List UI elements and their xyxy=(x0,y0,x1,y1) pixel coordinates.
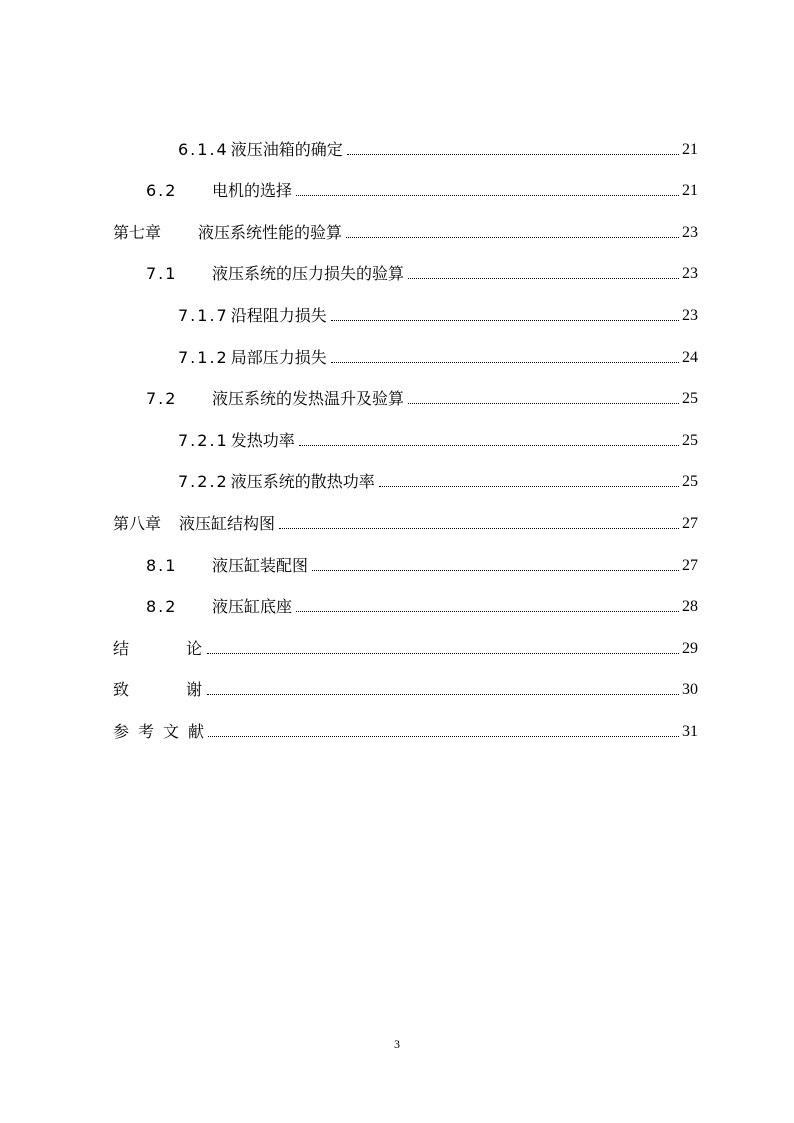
section-number: 7.2.1 xyxy=(178,431,229,450)
toc-entry-label xyxy=(146,556,308,576)
toc-entry-label xyxy=(146,264,404,284)
section-title: 液压系统的压力损失的验算 xyxy=(212,264,405,283)
page-number: 28 xyxy=(682,598,698,615)
section-number: 6.1.4 xyxy=(178,140,229,159)
section-title: 沿程阻力损失 xyxy=(230,306,327,325)
toc-entry-label xyxy=(146,597,292,617)
page-number: 24 xyxy=(682,349,698,366)
toc-entry-label xyxy=(113,639,259,659)
page-number: 27 xyxy=(682,557,698,574)
toc-entry-conclusion[interactable] xyxy=(113,633,698,659)
toc-entry-8-1[interactable] xyxy=(146,550,698,576)
toc-entry-7-1[interactable] xyxy=(146,258,698,284)
toc-entry-label xyxy=(146,181,292,201)
dot-leader xyxy=(331,319,679,321)
footer-page-number: 3 xyxy=(394,1037,400,1051)
section-title: 液压油箱的确定 xyxy=(230,140,343,159)
dot-leader xyxy=(296,610,679,612)
dot-leader xyxy=(331,361,679,363)
section-number: 7.2.2 xyxy=(178,472,229,491)
toc-entry-label xyxy=(113,223,342,243)
toc-entry-label xyxy=(178,431,295,451)
toc-entry-chapter-8[interactable] xyxy=(113,508,698,534)
section-title: 局部压力损失 xyxy=(230,348,327,367)
page-number: 25 xyxy=(682,473,698,490)
section-title: 致谢 xyxy=(113,680,260,699)
toc-entry-label xyxy=(113,722,213,742)
toc-entry-7-2-2[interactable] xyxy=(178,466,698,492)
toc-entry-7-1-7[interactable] xyxy=(178,300,698,326)
toc-entry-7-2-1[interactable] xyxy=(178,425,698,451)
toc-entry-6-2[interactable] xyxy=(146,175,698,201)
section-title: 发热功率 xyxy=(230,431,295,450)
toc-entry-label xyxy=(178,140,343,160)
section-number: 7.1.2 xyxy=(178,348,229,367)
page-number: 25 xyxy=(682,432,698,449)
section-number: 7.1 xyxy=(146,264,178,283)
dot-leader xyxy=(346,236,679,238)
section-title: 参考文献 xyxy=(113,722,214,741)
toc-entry-7-1-2[interactable] xyxy=(178,342,698,368)
dot-leader xyxy=(379,485,679,487)
page-number: 27 xyxy=(682,515,698,532)
page-number: 23 xyxy=(682,265,698,282)
page-number: 29 xyxy=(682,640,698,657)
toc-entry-6-1-4[interactable] xyxy=(178,134,698,160)
page-number: 30 xyxy=(682,681,698,698)
page-number: 31 xyxy=(682,723,698,740)
toc-entry-8-2[interactable] xyxy=(146,591,698,617)
toc-entry-label xyxy=(146,389,404,409)
toc-entry-7-2[interactable] xyxy=(146,383,698,409)
chapter-number: 第七章 xyxy=(113,223,162,242)
dot-leader xyxy=(279,527,679,529)
page-number: 21 xyxy=(682,182,698,199)
section-title: 电机的选择 xyxy=(212,181,293,200)
toc-entry-acknowledgements[interactable] xyxy=(113,674,698,700)
chapter-title: 液压缸结构图 xyxy=(179,514,276,533)
section-title: 液压缸装配图 xyxy=(212,556,309,575)
dot-leader xyxy=(408,402,679,404)
page-number: 25 xyxy=(682,390,698,407)
chapter-number: 第八章 xyxy=(113,514,162,533)
page-number: 23 xyxy=(682,307,698,324)
toc-entry-label xyxy=(178,472,375,492)
dot-leader xyxy=(207,693,679,695)
section-title: 液压系统的发热温升及验算 xyxy=(212,389,405,408)
toc-entry-label xyxy=(178,306,327,326)
section-number: 7.1.7 xyxy=(178,306,229,325)
section-title: 结论 xyxy=(113,639,260,658)
chapter-title: 液压系统性能的验算 xyxy=(198,223,343,242)
section-number: 8.1 xyxy=(146,556,178,575)
section-number: 7.2 xyxy=(146,389,178,408)
toc-entry-chapter-7[interactable] xyxy=(113,217,698,243)
toc-entry-label xyxy=(113,680,259,700)
dot-leader xyxy=(312,569,679,571)
section-number: 6.2 xyxy=(146,181,178,200)
section-title: 液压系统的散热功率 xyxy=(230,472,375,491)
dot-leader xyxy=(408,277,679,279)
section-number: 8.2 xyxy=(146,597,178,616)
dot-leader xyxy=(296,194,679,196)
toc-entry-label xyxy=(178,348,327,368)
toc-entry-references[interactable] xyxy=(113,716,698,742)
toc-entry-label xyxy=(113,514,275,534)
dot-leader xyxy=(347,153,679,155)
page-number: 21 xyxy=(682,141,698,158)
dot-leader xyxy=(299,444,679,446)
dot-leader xyxy=(207,652,679,654)
dot-leader xyxy=(208,735,679,737)
page-number: 23 xyxy=(682,224,698,241)
section-title: 液压缸底座 xyxy=(212,597,293,616)
